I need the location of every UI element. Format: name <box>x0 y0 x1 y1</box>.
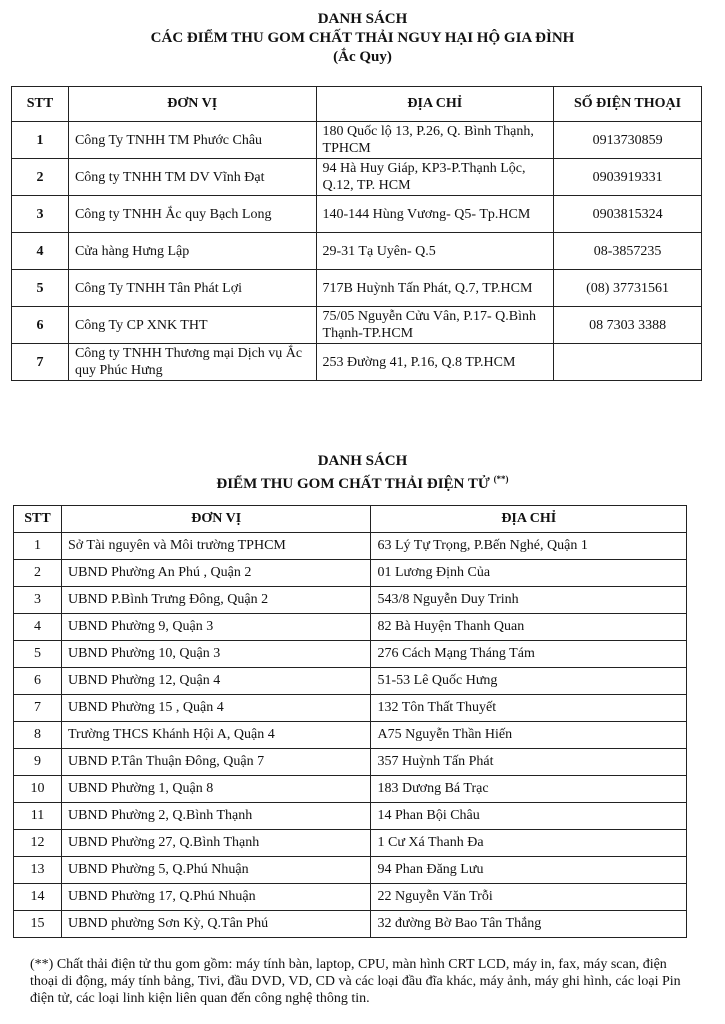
list1-title: DANH SÁCH <box>317 11 408 27</box>
row-phone: (08) 37731561 <box>554 270 702 307</box>
table-row <box>14 884 687 911</box>
row-phone: 08-3857235 <box>554 233 702 270</box>
list2-subtitle-wrap <box>0 470 725 493</box>
table-row <box>12 159 702 196</box>
row-phone: 0903815324 <box>554 196 702 233</box>
row-stt: 12 <box>14 830 62 857</box>
table-row <box>14 857 687 884</box>
header-stt: STT <box>14 506 62 533</box>
table-row <box>14 668 687 695</box>
row-stt: 3 <box>14 587 62 614</box>
row-address: 180 Quốc lộ 13, P.26, Q. Bình Thạnh, TPHCM <box>316 122 554 159</box>
row-address: 51-53 Lê Quốc Hưng <box>371 668 687 695</box>
table-row <box>14 614 687 641</box>
row-stt: 7 <box>14 695 62 722</box>
table-row <box>14 533 687 560</box>
table-row <box>14 830 687 857</box>
table-row <box>12 196 702 233</box>
row-address: 22 Nguyễn Văn Trỗi <box>371 884 687 911</box>
row-address: 94 Phan Đăng Lưu <box>371 857 687 884</box>
row-phone: 0913730859 <box>554 122 702 159</box>
row-phone <box>554 344 702 381</box>
row-unit: Cửa hàng Hưng Lập <box>68 233 316 270</box>
row-unit: UBND Phường 17, Q.Phú Nhuận <box>61 884 371 911</box>
row-stt: 8 <box>14 722 62 749</box>
list2-subtitle: ĐIỂM THU GOM CHẤT THẢI ĐIỆN TỬ <box>216 476 490 492</box>
header-unit: ĐƠN VỊ <box>68 87 316 122</box>
row-unit: UBND Phường 1, Quận 8 <box>61 776 371 803</box>
row-address: A75 Nguyễn Thần Hiến <box>371 722 687 749</box>
row-stt: 11 <box>14 803 62 830</box>
row-address: 140-144 Hùng Vương- Q5- Tp.HCM <box>316 196 554 233</box>
row-stt: 7 <box>12 344 69 381</box>
table-row <box>14 911 687 938</box>
row-unit: Công Ty TNHH Tân Phát Lợi <box>68 270 316 307</box>
row-unit: UBND Phường 5, Q.Phú Nhuận <box>61 857 371 884</box>
table-row <box>12 233 702 270</box>
header-unit: ĐƠN VỊ <box>61 506 371 533</box>
table-row <box>14 722 687 749</box>
row-address: 717B Huỳnh Tấn Phát, Q.7, TP.HCM <box>316 270 554 307</box>
row-address: 132 Tôn Thất Thuyết <box>371 695 687 722</box>
row-stt: 6 <box>12 307 69 344</box>
header-phone: SỐ ĐIỆN THOẠI <box>554 87 702 122</box>
row-unit: Sở Tài nguyên và Môi trường TPHCM <box>61 533 371 560</box>
table-row <box>14 587 687 614</box>
row-unit: UBND phường Sơn Kỳ, Q.Tân Phú <box>61 911 371 938</box>
row-stt: 14 <box>14 884 62 911</box>
row-stt: 13 <box>14 857 62 884</box>
row-stt: 4 <box>12 233 69 270</box>
row-address: 29-31 Tạ Uyên- Q.5 <box>316 233 554 270</box>
row-stt: 1 <box>14 533 62 560</box>
row-unit: UBND Phường 9, Quận 3 <box>61 614 371 641</box>
row-stt: 10 <box>14 776 62 803</box>
row-unit: UBND Phường 15 , Quận 4 <box>61 695 371 722</box>
row-stt: 3 <box>12 196 69 233</box>
table-row <box>14 560 687 587</box>
row-address: 94 Hà Huy Giáp, KP3-P.Thạnh Lộc, Q.12, TP. HCM <box>316 159 554 196</box>
row-stt: 9 <box>14 749 62 776</box>
row-unit: Công ty TNHH Ắc quy Bạch Long <box>68 196 316 233</box>
list1-category: (Ắc Quy) <box>333 49 392 65</box>
row-unit: UBND P.Bình Trưng Đông, Quận 2 <box>61 587 371 614</box>
table-row <box>12 307 702 344</box>
row-address: 357 Huỳnh Tấn Phát <box>371 749 687 776</box>
header-address: ĐỊA CHỈ <box>316 87 554 122</box>
row-address: 183 Dương Bá Trạc <box>371 776 687 803</box>
row-address: 253 Đường 41, P.16, Q.8 TP.HCM <box>316 344 554 381</box>
row-address: 82 Bà Huyện Thanh Quan <box>371 614 687 641</box>
row-unit: Công Ty CP XNK THT <box>68 307 316 344</box>
battery-collection-table <box>11 86 702 381</box>
table-row <box>14 749 687 776</box>
row-unit: UBND Phường An Phú , Quận 2 <box>61 560 371 587</box>
row-address: 14 Phan Bội Châu <box>371 803 687 830</box>
row-stt: 15 <box>14 911 62 938</box>
row-stt: 2 <box>12 159 69 196</box>
row-address: 01 Lương Định Của <box>371 560 687 587</box>
list1-subtitle: CÁC ĐIỂM THU GOM CHẤT THẢI NGUY HẠI HỘ GIA ĐÌNH <box>150 30 575 46</box>
footnote: (**) Chất thải điện tử thu gom gồm: máy tính bàn, laptop, CPU, màn hình CRT LCD, máy in, fax, máy scan, điện thoại di động, máy tính bảng, Tivi, đầu DVD, VD, CD và các loại đầu đĩa khác, máy ảnh, máy ghi hình, các loại Pin điện tử, các loại linh kiện liên quan đến công nghệ thông tin. <box>30 957 681 1006</box>
row-stt: 5 <box>12 270 69 307</box>
row-stt: 6 <box>14 668 62 695</box>
ewaste-collection-table <box>13 505 687 938</box>
row-unit: Trường THCS Khánh Hội A, Quận 4 <box>61 722 371 749</box>
table-header-row <box>14 506 687 533</box>
row-stt: 2 <box>14 560 62 587</box>
row-unit: UBND Phường 10, Quận 3 <box>61 641 371 668</box>
row-unit: UBND Phường 2, Q.Bình Thạnh <box>61 803 371 830</box>
row-phone: 08 7303 3388 <box>554 307 702 344</box>
row-stt: 5 <box>14 641 62 668</box>
header-stt: STT <box>12 87 69 122</box>
row-address: 543/8 Nguyễn Duy Trinh <box>371 587 687 614</box>
row-address: 63 Lý Tự Trọng, P.Bến Nghé, Quận 1 <box>371 533 687 560</box>
table-row <box>14 776 687 803</box>
table-row <box>12 270 702 307</box>
row-address: 75/05 Nguyễn Cửu Vân, P.17- Q.Bình Thạnh-TP.HCM <box>316 307 554 344</box>
table-row <box>12 344 702 381</box>
row-unit: UBND Phường 12, Quận 4 <box>61 668 371 695</box>
row-unit: UBND Phường 27, Q.Bình Thạnh <box>61 830 371 857</box>
row-unit: UBND P.Tân Thuận Đông, Quận 7 <box>61 749 371 776</box>
row-address: 1 Cư Xá Thanh Đa <box>371 830 687 857</box>
list2-title: DANH SÁCH <box>317 453 408 469</box>
row-phone: 0903919331 <box>554 159 702 196</box>
table-row <box>14 641 687 668</box>
table-row <box>14 803 687 830</box>
row-unit: Công Ty TNHH TM Phước Châu <box>68 122 316 159</box>
footnote-mark: (**) <box>493 474 509 484</box>
table-row <box>14 695 687 722</box>
row-address: 276 Cách Mạng Tháng Tám <box>371 641 687 668</box>
row-unit: Công ty TNHH TM DV Vĩnh Đạt <box>68 159 316 196</box>
row-address: 32 đường Bờ Bao Tân Thắng <box>371 911 687 938</box>
row-unit: Công ty TNHH Thương mại Dịch vụ Ắc quy Phúc Hưng <box>68 344 316 381</box>
table-row <box>12 122 702 159</box>
row-stt: 1 <box>12 122 69 159</box>
row-stt: 4 <box>14 614 62 641</box>
header-address: ĐỊA CHỈ <box>371 506 687 533</box>
table-header-row <box>12 87 702 122</box>
